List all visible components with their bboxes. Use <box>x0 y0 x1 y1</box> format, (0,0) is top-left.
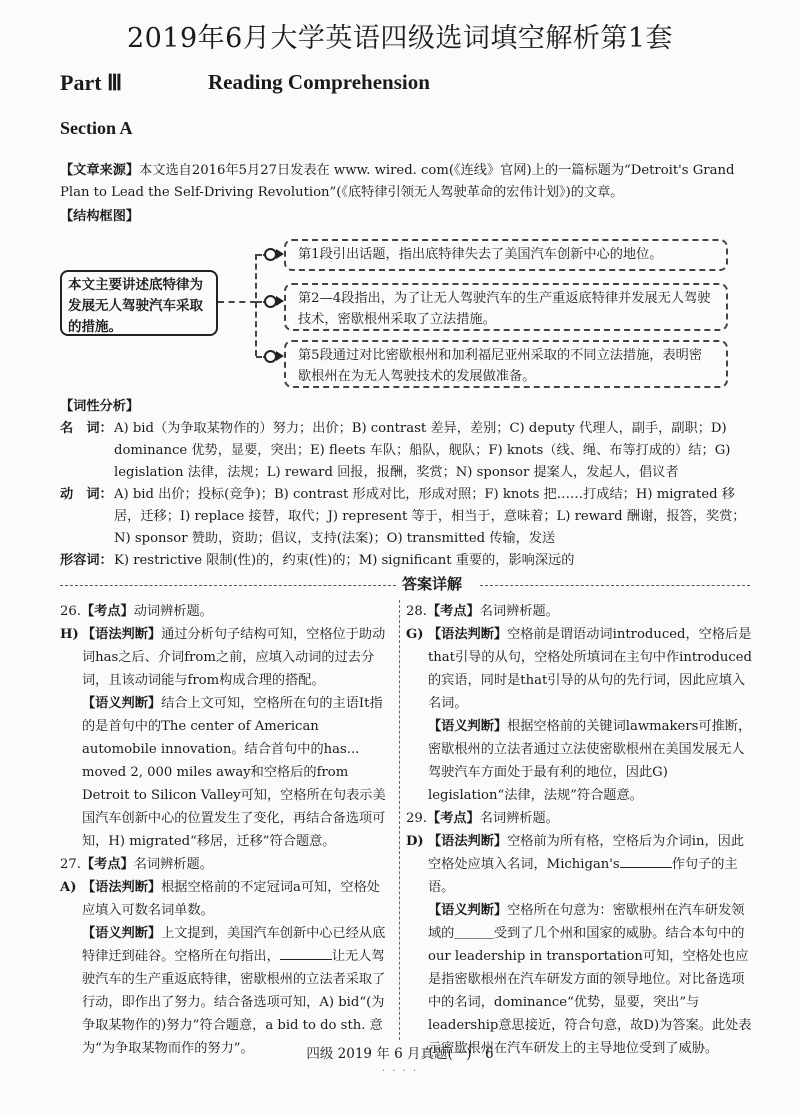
q28-grammar: G) 【语法判断】空格前是谓语动词introduced，空格后是that引导的从句，空格处所填词在主句中作introduced的宾语，同时是that引导的从句的先行词，因此应填入名词。 <box>406 623 752 715</box>
verb-text: A) bid 出价；投标(竞争)；B) contrast 形成对比，形成对照；F) knots 把……打成结；H) migrated 移居，迁移；I) replace 接替，取代；J) represent 等于，相当于，意味着；L) reward 酬谢，报答，奖赏；N) sponsor 赞助，资助；倡议，支持(法案)；O) transmitted 传输，发送 <box>114 487 746 546</box>
q29-grammar: D) 【语法判断】空格前为所有格，空格后为介词in，因此空格处应填入名词，Michigan's 作句子的主语。 <box>406 830 752 899</box>
right-column <box>406 600 752 1060</box>
q27-header: 27.【考点】名词辨析题。 <box>60 857 213 872</box>
q28-answer: G) <box>406 627 424 642</box>
arrow-3-icon <box>276 351 284 361</box>
connector-main <box>218 301 256 303</box>
footer-dots: · · · · <box>381 1066 419 1077</box>
verb-analysis <box>60 484 760 550</box>
footer-text: 四级 2019 年 6 月真题(一) 6 <box>306 1046 494 1062</box>
q26-semantic: 【语义判断】结合上文可知，空格所在句的主语It指的是首句中的The center of American automobile innovation。结合首句中的has... moved 2, 000 miles away和空格后的from Detroit to Silicon Valley可知，空格所在句表示美国汽车创新中心的位置发生了变化，再结合备选项可知，H) migrated“移居，迁移”符合题意。 <box>82 696 386 849</box>
structure-heading: 【结构框图】 <box>60 209 140 224</box>
q27-answer: A) <box>60 880 77 895</box>
structure-point-1: 第1段引出话题，指出底特律失去了美国汽车创新中心的地位。 <box>284 239 728 271</box>
q26-header: 26.【考点】动词辨析题。 <box>60 604 213 619</box>
q27-semantic: 【语义判断】上文提到，美国汽车创新中心已经从底特律迁到硅谷。空格所在句指出， 让无人驾驶汽车的生产重返底特律，密歇根州的立法者采取了行动，即作出了努力。结合备选项可知，A) bid“(为争取某物作的)努力”符合题意，a bid to do sth. 意为“为争取某物而作的努力”。 <box>82 926 386 1056</box>
part-label: Part Ⅲ <box>60 70 123 95</box>
q29-answer: D) <box>406 834 424 849</box>
source-tag: 【文章来源】 <box>60 163 140 178</box>
arrow-2-icon <box>276 296 284 306</box>
connector-vertical <box>255 254 257 356</box>
adj-label: 形容词： <box>60 553 113 568</box>
q29-semantic: 【语义判断】空格所在句意为：密歇根州在汽车研发领域的＿＿＿受到了几个州和国家的威胁。结合本句中的our leadership in transportation可知，空格处也应是指密歇根州在汽车研发方面的领导地位。对比备选项中的名词，dominance“优势，显要，突出”与leadership意思接近，符合句意，故D)为答案。此处表示密歇根州在汽车研发上的主导地位受到了威胁。 <box>428 903 752 1056</box>
q26-answer: H) <box>60 627 79 642</box>
q29-header: 29.【考点】名词辨析题。 <box>406 811 559 826</box>
page-footer <box>0 1042 800 1078</box>
article-source <box>60 160 750 204</box>
q28-header: 28.【考点】名词辨析题。 <box>406 604 559 619</box>
structure-main-box: 本文主要讲述底特律为发展无人驾驶汽车采取的措施。 <box>60 270 218 336</box>
left-column <box>60 600 390 1060</box>
answers-banner-text: 答案详解 <box>398 573 466 594</box>
arrow-1-icon <box>276 249 284 259</box>
pos-heading: 【词性分析】 <box>60 399 140 414</box>
part-name: Reading Comprehension <box>208 70 430 94</box>
adj-text: K) restrictive 限制(性)的，约束(性)的；M) significant 重要的，影响深远的 <box>114 553 575 568</box>
noun-text: A) bid（为争取某物作的）努力；出价；B) contrast 差异，差别；C) deputy 代理人，副手，副职；D) dominance 优势，显要，突出；E) fleets 车队；船队，舰队；F) knots（线、绳、布等打成的）结；G) legislation 法律，法规；L) reward 回报，报酬，奖赏；N) sponsor 提案人，发起人，倡议者 <box>114 421 731 480</box>
structure-point-3: 第5段通过对比密歇根州和加利福尼亚州采取的不同立法措施，表明密歇根州在为无人驾驶技术的发展做准备。 <box>284 340 728 388</box>
answers-banner <box>60 576 750 594</box>
verb-label: 动 词： <box>60 487 113 502</box>
q26-grammar: H) 【语法判断】通过分析句子结构可知，空格位于助动词has之后、介词from之前，应填入动词的过去分词，且该动词能与from构成合理的搭配。 <box>60 623 390 692</box>
page-title: 2019年6月大学英语四级选词填空解析第1套 <box>126 23 674 54</box>
adj-analysis <box>60 550 760 572</box>
noun-label: 名 词： <box>60 421 113 436</box>
column-divider <box>399 600 400 1040</box>
blank-line <box>620 853 672 868</box>
q27-grammar: A) 【语法判断】根据空格前的不定冠词a可知，空格处应填入可数名词单数。 <box>60 876 390 922</box>
source-text: 本文选自2016年5月27日发表在 www. wired. com(《连线》官网)上的一篇标题为“Detroit's Grand Plan to Lead the Self-Driving Revolution”(《底特律引领无人驾驶革命的宏伟计划》)的文章。 <box>60 163 735 200</box>
section-label: Section A <box>60 118 133 138</box>
blank-line <box>280 945 332 960</box>
q28-semantic: 【语义判断】根据空格前的关键词lawmakers可推断，密歇根州的立法者通过立法使密歇根州在美国发展无人驾驶汽车方面处于最有利的地位，因此G) legislation“法律，法规”符合题意。 <box>428 719 752 803</box>
structure-point-2: 第2—4段指出，为了让无人驾驶汽车的生产重返底特律并发展无人驾驶技术，密歇根州采取了立法措施。 <box>284 283 728 331</box>
noun-analysis <box>60 418 760 484</box>
